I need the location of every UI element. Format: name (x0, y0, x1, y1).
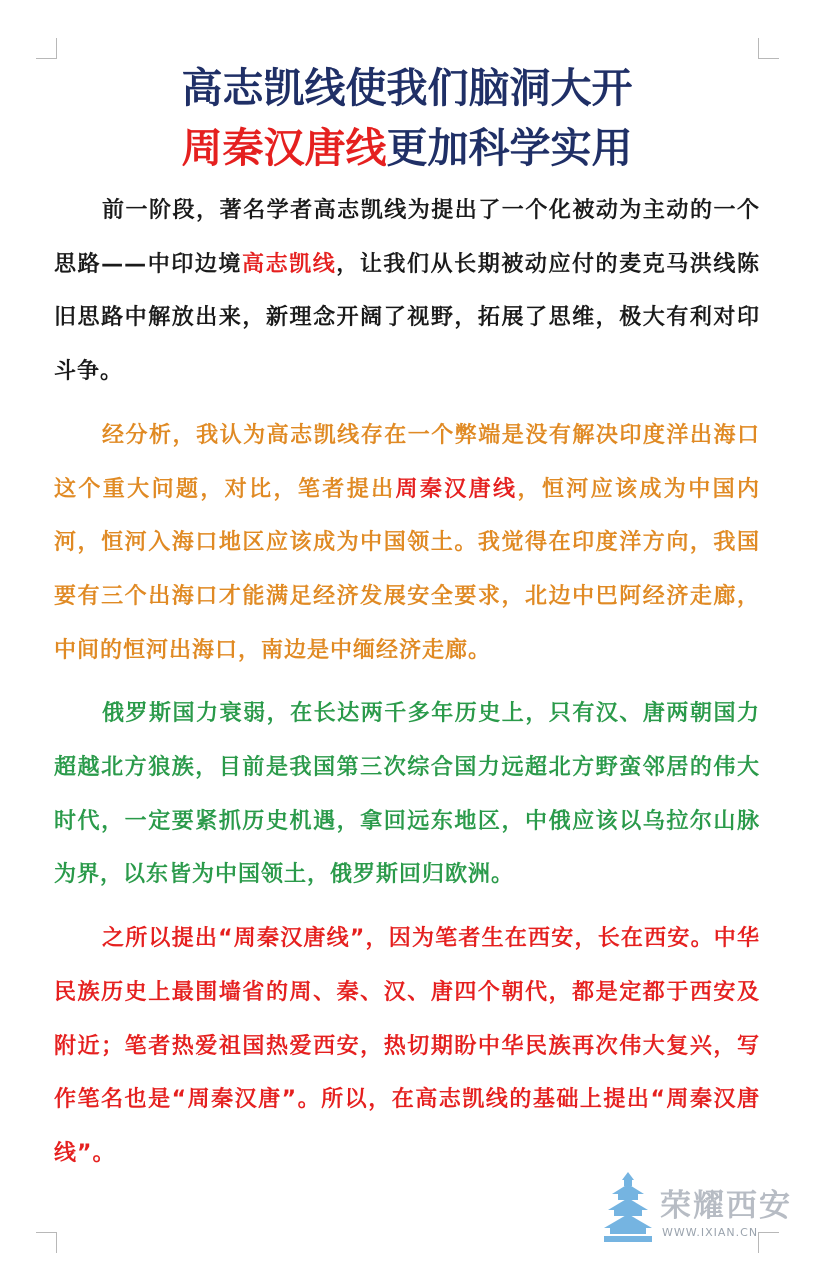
paragraph-2-text-a: 经分析，我认为高志凯线存在一个弊端是没有解决印度洋出海口这个重大问题，对比，笔者提出 (54, 422, 760, 502)
paragraph-1 (54, 184, 760, 399)
title-rest: 更加科学实用 (386, 124, 633, 172)
crop-mark-bottom-left (36, 1232, 57, 1253)
tower-logo-icon (600, 1170, 656, 1248)
paragraph-1-highlight: 高志凯线 (242, 251, 337, 277)
watermark (600, 1170, 800, 1250)
paragraph-2-text-b: ，恒河应该成为中国内河，恒河入海口地区应该成为中国领土。我觉得在印度洋方向，我国要有三个出海口才能满足经济发展安全要求，北边中巴阿经济走廊，中间的恒河出海口，南边是中缅经济走廊。 (54, 476, 760, 663)
watermark-text: 荣耀西安 (660, 1188, 792, 1224)
title-line-1: 高志凯线使我们脑洞大开 (181, 64, 633, 112)
paragraph-1-text-b: ，让我们从长期被动应付的麦克马洪线陈旧思路中解放出来，新理念开阔了视野，拓展了思维，极大有利对印斗争。 (54, 251, 760, 385)
title-line-2 (54, 118, 760, 178)
paragraph-2-highlight: 周秦汉唐线 (395, 476, 518, 502)
title-highlight: 周秦汉唐线 (181, 124, 387, 172)
paragraph-3: 俄罗斯国力衰弱，在长达两千多年历史上，只有汉、唐两朝国力超越北方狼族，目前是我国第三次综合国力远超北方野蛮邻居的伟大时代，一定要紧抓历史机遇，拿回远东地区，中俄应该以乌拉尔山脉为界，以东皆为中国领土，俄罗斯回归欧洲。 (54, 701, 760, 888)
crop-mark-top-left (36, 38, 57, 59)
crop-mark-top-right (758, 38, 779, 59)
document-page (54, 58, 760, 1191)
paragraph-4: 之所以提出“周秦汉唐线”，因为笔者生在西安，长在西安。中华民族历史上最围墙省的周、秦、汉、唐四个朝代，都是定都于西安及附近；笔者热爱祖国热爱西安，热切期盼中华民族再次伟大复兴，写作笔名也是“周秦汉唐”。所以，在高志凯线的基础上提出“周秦汉唐线”。 (54, 926, 760, 1166)
watermark-url: WWW.IXIAN.CN (662, 1226, 759, 1239)
paragraph-1-text-a: 前一阶段，著名学者高志凯线为提出了一个化被动为主动的一个思路——中印边境 (54, 198, 760, 277)
paragraph-2 (54, 409, 760, 678)
